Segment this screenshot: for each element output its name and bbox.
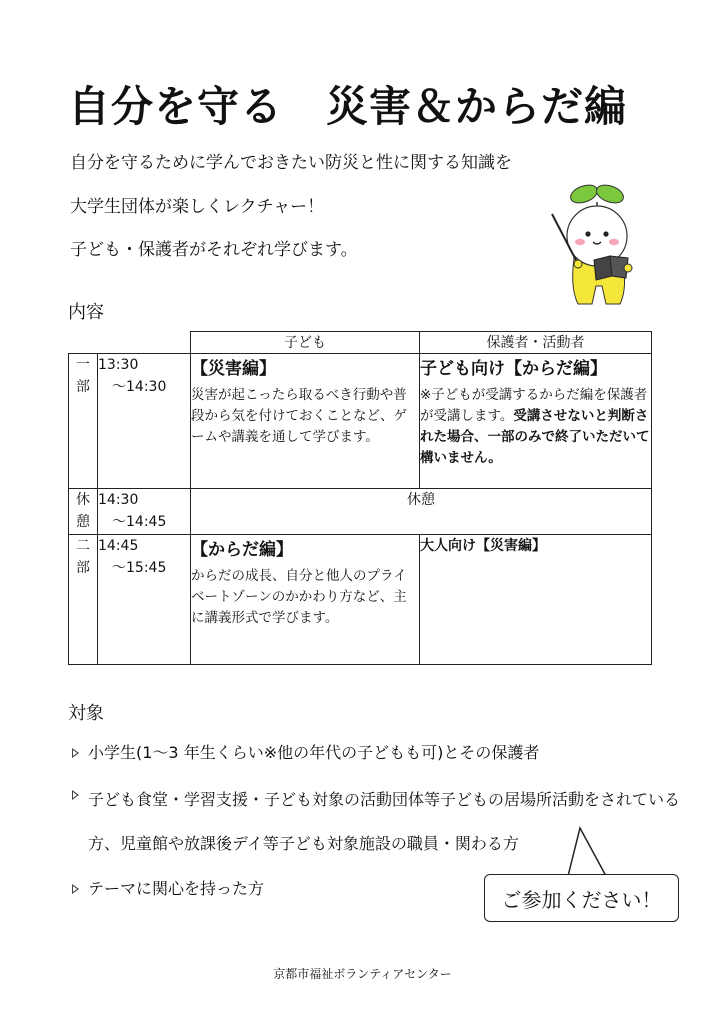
part2-kids-title: 【からだ編】 (191, 540, 293, 560)
header-guardians: 保護者・活動者 (420, 332, 652, 354)
intro-line-3: 子ども・保護者がそれぞれ学びます。 (70, 240, 358, 260)
part2-time: 14:45 ～15:45 (98, 535, 191, 665)
footer-organization: 京都市福祉ボランティアセンター (273, 967, 452, 981)
page-title: 自分を守る 災害＆からだ編 (68, 82, 628, 131)
targets-label: 対象 (68, 703, 104, 724)
header-kids: 子ども (191, 332, 420, 354)
schedule-row-part2 (69, 535, 652, 665)
part1-time: 13:30 ～14:30 (98, 354, 191, 489)
part1-kids-title: 【災害編】 (191, 359, 276, 379)
callout-bubble: ご参加ください！ (484, 874, 679, 922)
part1-guardian-note: ※子どもが受講するからだ編を保護者が受講します。 (420, 387, 648, 424)
part1-kids-cell (191, 354, 420, 489)
part2-kids-cell (191, 535, 420, 665)
break-time: 14:30 ～14:45 (98, 489, 191, 535)
triangle-bullet-icon (72, 748, 79, 758)
part1-guardian-note-bold: 受講させないと判断された場合、一部のみで終了いただいて構いません。 (420, 408, 650, 466)
sprout-mascot-icon (548, 178, 650, 308)
intro-line-2: 大学生団体が楽しくレクチャー！ (70, 197, 325, 217)
part2-guardian-title: 大人向け【災害編】 (420, 535, 652, 665)
target-item: 子ども食堂・学習支援・子ども対象の活動団体等子どもの居場所活動をされている方、児童館や放課後デイ等子ども対象施設の職員・関わる方 (70, 778, 688, 866)
triangle-bullet-icon (72, 790, 79, 800)
target-item: 小学生(1～3 年生くらい※他の年代の子どもも可)とその保護者 (70, 736, 688, 770)
schedule-table (68, 331, 652, 665)
part2-label: 二 部 (69, 535, 98, 665)
target-item: テーマに関心を持った方 (70, 872, 688, 906)
part1-guardian-cell (420, 354, 652, 489)
schedule-header-row (69, 332, 652, 354)
part1-guardian-body (420, 385, 651, 469)
part1-label: 一 部 (69, 354, 98, 489)
intro-line-1: 自分を守るために学んでおきたい防災と性に関する知識を (70, 153, 512, 173)
header-blank (69, 332, 191, 354)
part2-kids-body: からだの成長、自分と他人のプライベートゾーンのかかわり方など、主に講義形式で学びます。 (191, 568, 407, 626)
break-text: 休憩 (191, 489, 652, 535)
break-label: 休 憩 (69, 489, 98, 535)
part1-guardian-title: 子ども向け【からだ編】 (420, 359, 607, 379)
speech-bubble-tail-icon (560, 826, 620, 878)
schedule-label: 内容 (68, 302, 104, 323)
part1-kids-body: 災害が起こったら取るべき行動や普段から気を付けておくことなど、ゲームや講義を通して学びます。 (191, 387, 407, 445)
schedule-row-break (69, 489, 652, 535)
triangle-bullet-icon (72, 884, 79, 894)
schedule-row-part1 (69, 354, 652, 489)
